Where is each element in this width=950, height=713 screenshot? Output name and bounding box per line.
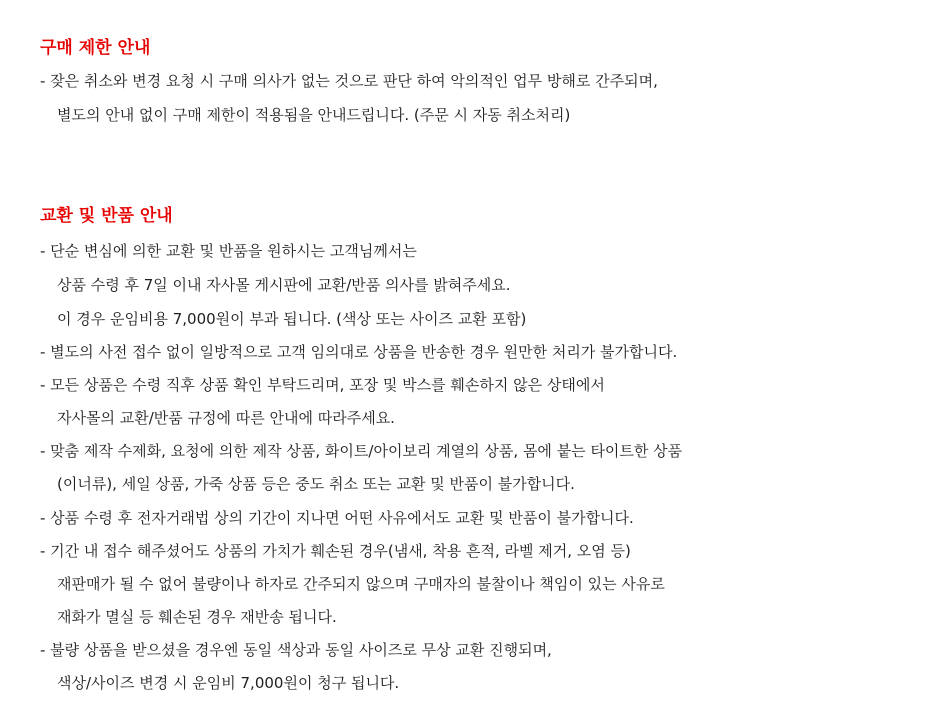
exchange-return-line: 이 경우 운임비용 7,000원이 부과 됩니다. (색상 또는 사이즈 교환 포함) bbox=[57, 310, 527, 328]
exchange-return-line: - 상품 수령 후 전자거래법 상의 기간이 지나면 어떤 사유에서도 교환 및 반품이 불가합니다. bbox=[40, 509, 634, 527]
exchange-return-line: - 모든 상품은 수령 직후 상품 확인 부탁드리며, 포장 및 박스를 훼손하지 않은 상태에서 bbox=[40, 376, 605, 394]
exchange-return-title: 교환 및 반품 안내 bbox=[40, 206, 173, 226]
exchange-return-line: - 불량 상품을 받으셨을 경우엔 동일 색상과 동일 사이즈로 무상 교환 진행되며, bbox=[40, 641, 552, 659]
exchange-return-line: 재화가 멸실 등 훼손된 경우 재반송 됩니다. bbox=[57, 608, 337, 626]
purchase-limit-line: - 잦은 취소와 변경 요청 시 구매 의사가 없는 것으로 판단 하여 악의적인 업무 방해로 간주되며, bbox=[40, 72, 658, 90]
exchange-return-line: - 기간 내 접수 해주셨어도 상품의 가치가 훼손된 경우(냄새, 착용 흔적, 라벨 제거, 오염 등) bbox=[40, 542, 631, 560]
exchange-return-line: - 단순 변심에 의한 교환 및 반품을 원하시는 고객님께서는 bbox=[40, 242, 417, 260]
exchange-return-line: 자사몰의 교환/반품 규정에 따른 안내에 따라주세요. bbox=[57, 409, 395, 427]
exchange-return-line: - 별도의 사전 접수 없이 일방적으로 고객 임의대로 상품을 반송한 경우 원만한 처리가 불가합니다. bbox=[40, 343, 678, 361]
exchange-return-line: 색상/사이즈 변경 시 운임비 7,000원이 청구 됩니다. bbox=[57, 674, 400, 692]
purchase-limit-line: 별도의 안내 없이 구매 제한이 적용됨을 안내드립니다. (주문 시 자동 취소처리) bbox=[57, 106, 571, 124]
purchase-limit-title: 구매 제한 안내 bbox=[40, 38, 151, 58]
exchange-return-line: - 맞춤 제작 수제화, 요청에 의한 제작 상품, 화이트/아이보리 계열의 상품, 몸에 붙는 타이트한 상품 bbox=[40, 442, 683, 460]
exchange-return-line: 상품 수령 후 7일 이내 자사몰 게시판에 교환/반품 의사를 밝혀주세요. bbox=[57, 276, 511, 294]
exchange-return-line: (이너류), 세일 상품, 가죽 상품 등은 중도 취소 또는 교환 및 반품이 불가합니다. bbox=[57, 475, 575, 493]
exchange-return-line: 재판매가 될 수 없어 불량이나 하자로 간주되지 않으며 구매자의 불찰이나 책임이 있는 사유로 bbox=[57, 575, 665, 593]
